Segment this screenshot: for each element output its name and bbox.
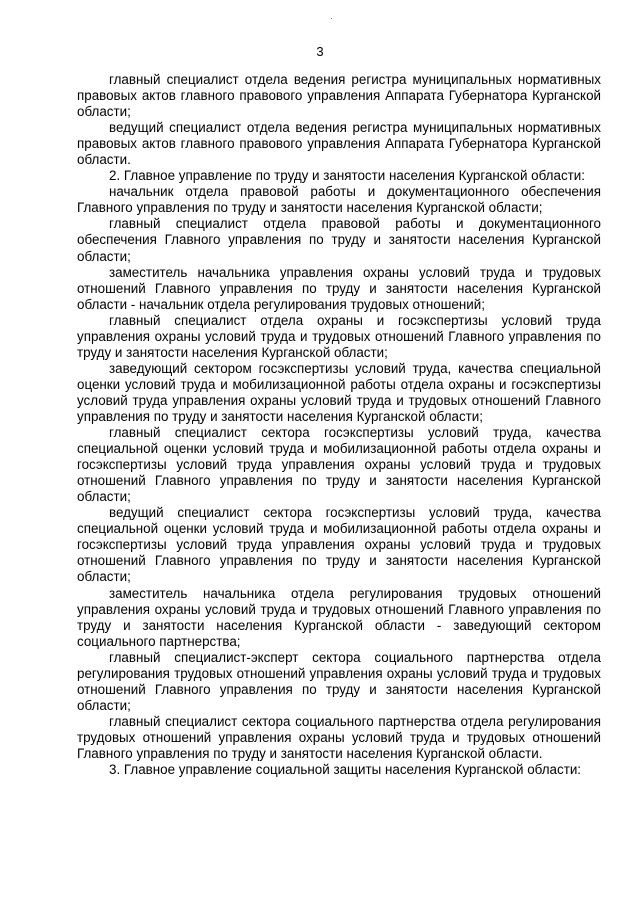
paragraph: главный специалист сектора социального партнерства отдела регулирования трудовых отношений управления охраны условий труда и трудовых отношений Главного управления по труду и занятости населения Курганской области. (77, 713, 601, 761)
paragraph: заместитель начальника отдела регулирования трудовых отношений управления охраны условий труда и трудовых отношений Главного управления по труду и занятости населения Курганской области - заведующий сектором социального партнерства; (77, 585, 601, 649)
document-body (77, 72, 601, 778)
paragraph: ведущий специалист отдела ведения регистра муниципальных нормативных правовых актов главного правового управления Аппарата Губернатора Курганской области. (77, 120, 601, 168)
scan-speck (331, 18, 332, 19)
paragraph: заведующий сектором госэкспертизы условий труда, качества специальной оценки условий труда и мобилизационной работы отдела охраны и госэкспертизы условий труда управления охраны условий труда и трудовых отношений Главного управления по труду и занятости населения Курганской области; (77, 360, 601, 424)
section-heading: 3. Главное управление социальной защиты населения Курганской области: (109, 762, 582, 778)
paragraph: начальник отдела правовой работы и документационного обеспечения Главного управления по труду и занятости населения Курганской области; (77, 184, 601, 216)
paragraph: главный специалист отдела правовой работы и документационного обеспечения Главного управления по труду и занятости населения Курганской области; (77, 216, 601, 264)
paragraph: заместитель начальника управления охраны условий труда и трудовых отношений Главного управления по труду и занятости населения Курганской области - начальник отдела регулирования трудовых отношений; (77, 264, 601, 312)
paragraph: главный специалист сектора госэкспертизы условий труда, качества специальной оценки условий труда и мобилизационной работы отдела охраны и госэкспертизы условий труда управления охраны условий труда и трудовых отношений Главного управления по труду и занятости населения Курганской области; (77, 425, 601, 505)
page-number: 3 (316, 44, 324, 59)
paragraph: ведущий специалист сектора госэкспертизы условий труда, качества специальной оценки условий труда и мобилизационной работы отдела охраны и госэкспертизы условий труда управления охраны условий труда и трудовых отношений Главного управления по труду и занятости населения Курганской области; (77, 505, 601, 585)
section-heading: 2. Главное управление по труду и занятости населения Курганской области: (109, 168, 585, 184)
paragraph: главный специалист отдела охраны и госэкспертизы условий труда управления охраны условий труда и трудовых отношений Главного управления по труду и занятости населения Курганской области; (77, 312, 601, 360)
paragraph: главный специалист-эксперт сектора социального партнерства отдела регулирования трудовых отношений управления охраны условий труда и трудовых отношений Главного управления по труду и занятости населения Курганской области; (77, 649, 601, 713)
paragraph: главный специалист отдела ведения регистра муниципальных нормативных правовых актов главного правового управления Аппарата Губернатора Курганской области; (77, 72, 601, 120)
